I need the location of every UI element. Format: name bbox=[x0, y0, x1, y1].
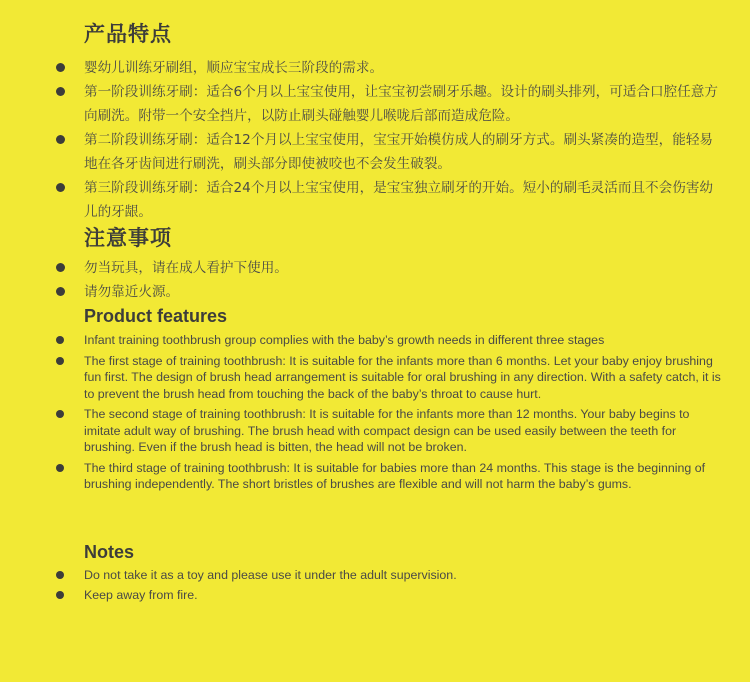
cn-notes-heading: 注意事项 bbox=[84, 226, 172, 250]
list-item bbox=[56, 332, 726, 349]
en-notes-heading: Notes bbox=[84, 542, 135, 562]
bullet-icon bbox=[56, 357, 64, 365]
bullet-icon bbox=[56, 183, 65, 192]
list-item-text: Do not take it as a toy and please use it under the adult supervision. bbox=[84, 568, 457, 582]
bullet-icon bbox=[56, 135, 65, 144]
bullet-icon bbox=[56, 63, 65, 72]
list-item bbox=[56, 128, 726, 176]
list-item bbox=[56, 567, 726, 584]
list-item bbox=[56, 353, 726, 403]
list-item-text: 婴幼儿训练牙刷组，顺应宝宝成长三阶段的需求。 bbox=[84, 60, 384, 76]
cn-notes-section bbox=[56, 224, 726, 304]
list-item bbox=[56, 280, 726, 304]
list-item bbox=[56, 176, 726, 224]
cn-features-list bbox=[56, 56, 726, 224]
cn-notes-list bbox=[56, 256, 726, 304]
bullet-icon bbox=[56, 591, 64, 599]
bullet-icon bbox=[56, 336, 64, 344]
en-features-section bbox=[56, 305, 726, 493]
list-item-text: 第二阶段训练牙刷：适合12个月以上宝宝使用，宝宝开始模仿成人的刷牙方式。刷头紧凑的造型，能轻易地在各牙齿间进行刷洗，刷头部分即使被咬也不会发生破裂。 bbox=[84, 132, 714, 172]
list-item-text: Keep away from fire. bbox=[84, 587, 198, 602]
list-item-text: The first stage of training toothbrush: It is suitable for the infants more than 6 months. Let your baby enjoy brushing fun first. The design of brush head arrangement is suitable for oral brushing in any direction. With a safety catch, it is to prevent the brush head from touching the back of the baby’s throat to cause hurt. bbox=[84, 353, 721, 401]
list-item bbox=[56, 56, 726, 80]
list-item-text: The second stage of training toothbrush: It is suitable for the infants more than 12 months. Your baby begins to imitate adult way of brushing. The brush head with compact design can be used easily between the teeth for brushing. Even if the brush head is bitten, the head will not be broken. bbox=[84, 407, 690, 454]
list-item-text: 第三阶段训练牙刷：适合24个月以上宝宝使用，是宝宝独立刷牙的开始。短小的刷毛灵活而且不会伤害幼儿的牙龈。 bbox=[84, 180, 714, 220]
list-item-text: 请勿靠近火源。 bbox=[84, 284, 180, 300]
list-item-text: Infant training toothbrush group complies with the baby’s growth needs in different three stages bbox=[84, 333, 605, 347]
list-item bbox=[56, 256, 726, 280]
en-notes-list bbox=[56, 567, 726, 603]
en-notes-section bbox=[56, 541, 726, 603]
bullet-icon bbox=[56, 464, 64, 472]
list-item-text: 第一阶段训练牙刷：适合6个月以上宝宝使用，让宝宝初尝刷牙乐趣。设计的刷头排列，可适合口腔任意方向刷洗。附带一个安全挡片，以防止刷头碰触婴儿喉咙后部而造成危险。 bbox=[84, 84, 718, 124]
list-item bbox=[56, 406, 726, 456]
en-features-list bbox=[56, 332, 726, 493]
list-item-text: The third stage of training toothbrush: It is suitable for babies more than 24 months. This stage is the beginning of brushing independently. The short bristles of brushes are flexible and will not harm the baby’s gums. bbox=[84, 460, 706, 491]
cn-features-section bbox=[56, 20, 726, 224]
bullet-icon bbox=[56, 410, 64, 418]
cn-features-heading: 产品特点 bbox=[84, 22, 172, 46]
list-item bbox=[56, 460, 726, 493]
list-item bbox=[56, 587, 726, 604]
list-item-text: 勿当玩具，请在成人看护下使用。 bbox=[84, 260, 288, 276]
en-features-heading: Product features bbox=[84, 306, 228, 326]
list-item bbox=[56, 80, 726, 128]
bullet-icon bbox=[56, 263, 65, 272]
bullet-icon bbox=[56, 87, 65, 96]
bullet-icon bbox=[56, 571, 64, 579]
bullet-icon bbox=[56, 287, 65, 296]
